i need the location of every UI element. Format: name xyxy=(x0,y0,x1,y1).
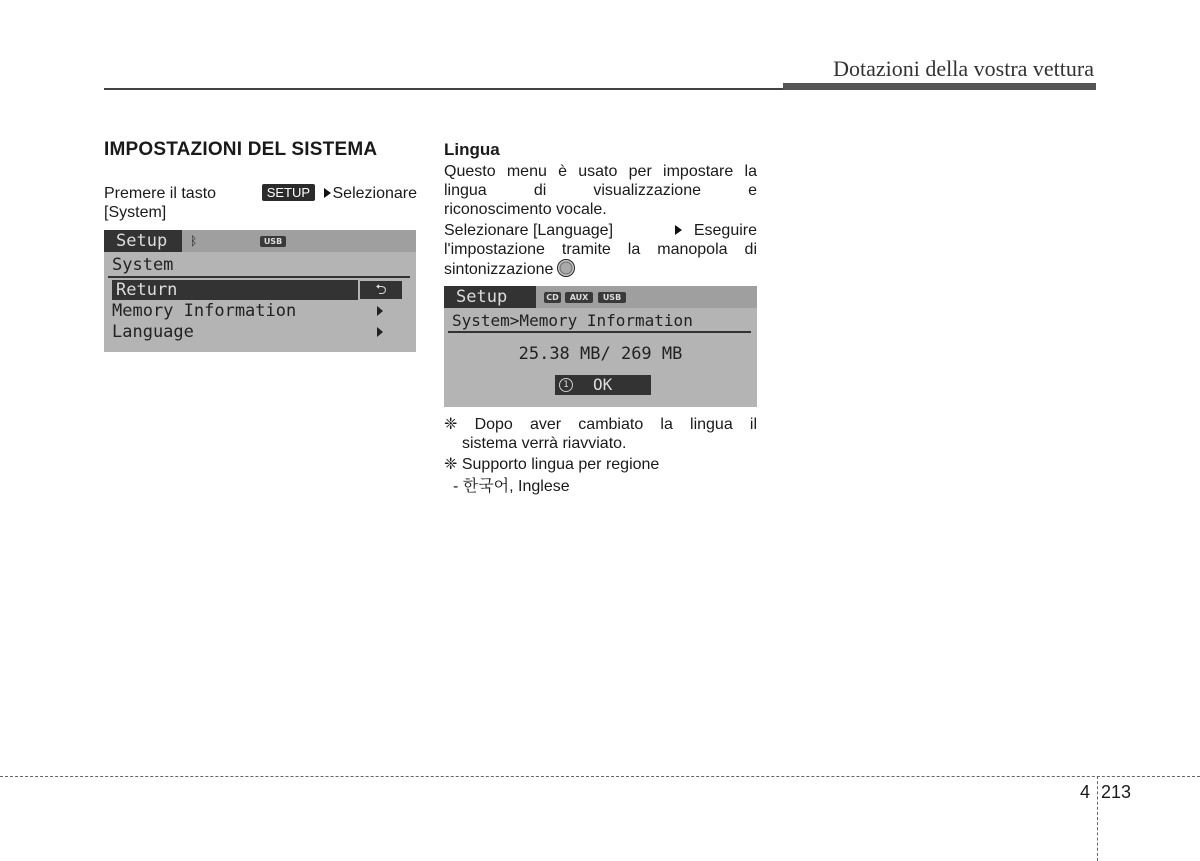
lingua-title: Lingua xyxy=(444,140,500,159)
lingua-p2-line1b: Eseguire xyxy=(693,222,757,239)
header-rule-thick xyxy=(783,83,1096,90)
screen-separator xyxy=(448,331,751,333)
tuning-knob-icon xyxy=(557,259,575,277)
footer-dashed-rule xyxy=(0,776,1200,777)
memory-info-screen xyxy=(444,286,757,407)
screen-tab: Setup xyxy=(104,230,182,252)
screen-tab: Setup xyxy=(444,286,536,308)
ok-button[interactable] xyxy=(555,375,651,395)
aux-chip: AUX xyxy=(565,292,593,303)
lingua-p1-line2: lingua di visualizzazione e xyxy=(444,182,757,199)
left-paragraph-pre: Premere il tasto xyxy=(104,185,217,202)
lingua-p2-line2: l'impostazione tramite la manopola di xyxy=(444,241,757,258)
note-restart xyxy=(444,415,757,453)
arrow-right-icon xyxy=(324,188,331,198)
menu-item-return[interactable]: Return xyxy=(112,280,358,300)
screen-heading: System>Memory Information xyxy=(452,311,693,330)
usb-chip: USB xyxy=(260,236,286,247)
setup-key-icon: SETUP xyxy=(262,184,315,201)
left-paragraph-post: Selezionare xyxy=(332,185,417,202)
lingua-paragraph-1 xyxy=(444,162,757,219)
screen-heading: System xyxy=(112,255,174,275)
note-restart-line2: sistema verrà riavviato. xyxy=(462,435,627,452)
lingua-paragraph-2 xyxy=(444,221,757,279)
lingua-p1-line1: Questo menu è usato per impostare la xyxy=(444,163,757,180)
system-menu-screen xyxy=(104,230,416,352)
left-paragraph-line2: [System] xyxy=(104,204,167,221)
note-languages: - 한국어, Inglese xyxy=(453,478,570,495)
usb-chip: USB xyxy=(598,292,626,303)
ok-label: OK xyxy=(593,375,613,394)
chevron-right-icon xyxy=(377,306,383,316)
note-restart-line1: ❈ Dopo aver cambiato la lingua il xyxy=(444,416,757,433)
left-paragraph xyxy=(104,184,417,222)
back-icon[interactable]: ⮌ xyxy=(360,281,402,299)
menu-item-memory-information[interactable]: Memory Information xyxy=(112,301,297,321)
page-number: 213 xyxy=(1101,782,1132,802)
screen-separator xyxy=(108,276,410,278)
lingua-p2-line3: sintonizzazione xyxy=(444,261,554,278)
header-rule xyxy=(104,88,784,90)
running-header: Dotazioni della vostra vettura xyxy=(833,56,1094,81)
chevron-right-icon xyxy=(377,327,383,337)
chapter-number: 4 xyxy=(1080,782,1091,802)
arrow-right-icon xyxy=(675,225,682,235)
memory-value: 25.38 MB/ 269 MB xyxy=(518,344,683,364)
cd-chip: CD xyxy=(544,292,561,303)
lingua-p2-line1a: Selezionare [Language] xyxy=(444,222,614,239)
bluetooth-icon: ᛒ xyxy=(190,234,198,248)
footer-dashed-divider xyxy=(1097,776,1098,861)
lingua-p1-line3: riconoscimento vocale. xyxy=(444,201,607,218)
note-region: ❈ Supporto lingua per regione xyxy=(444,456,660,473)
info-icon: 1 xyxy=(559,378,573,392)
menu-item-language[interactable]: Language xyxy=(112,322,194,342)
section-title: IMPOSTAZIONI DEL SISTEMA xyxy=(104,139,378,160)
